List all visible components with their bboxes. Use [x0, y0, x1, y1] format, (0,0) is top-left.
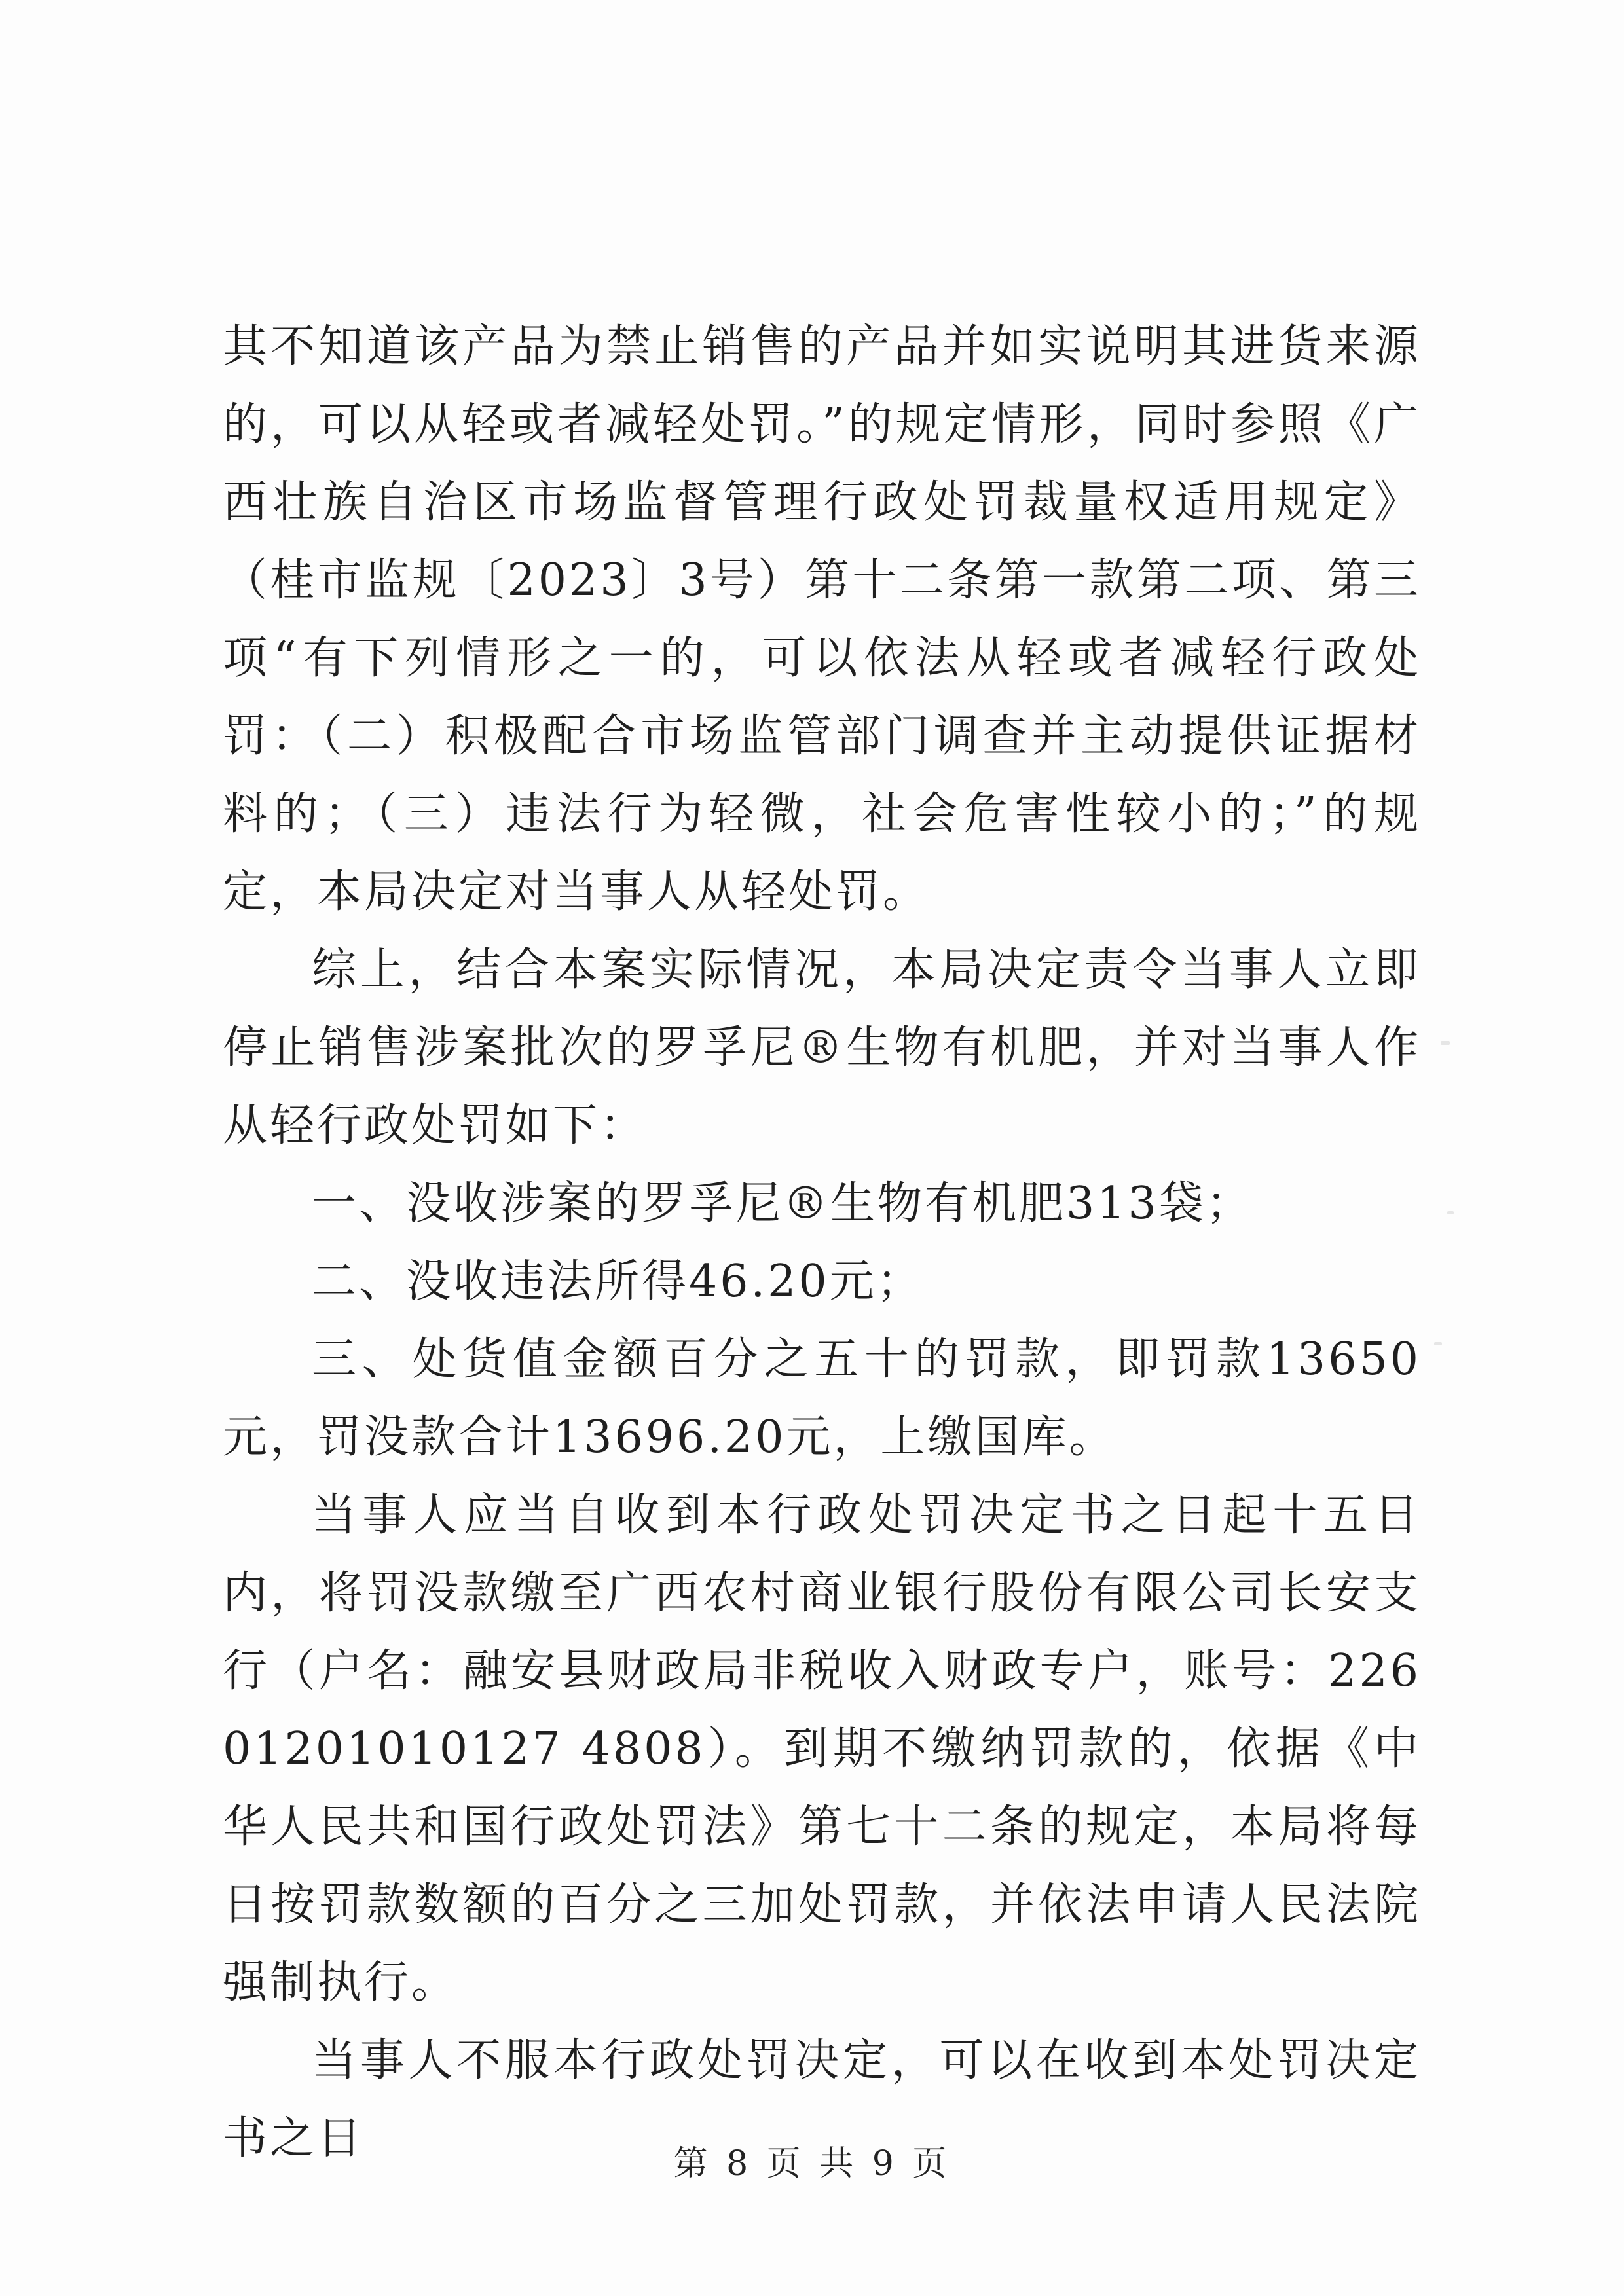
scan-artifact	[1441, 1041, 1450, 1045]
paragraph-appeal: 当事人不服本行政处罚决定，可以在收到本处罚决定书之日	[223, 2035, 1421, 2164]
paragraph-continued: 其不知道该产品为禁止销售的产品并如实说明其进货来源的，可以从轻或者减轻处罚。”的规定情形，同时参照《广西壮族自治区市场监督管理行政处罚裁量权适用规定》（桂市监规〔2023〕3号）第十二条第一款第二项、第三项“有下列情形之一的，可以依法从轻或者减轻行政处罚：（二）积极配合市场监管部门调查并主动提供证据材料的；（三）违法行为轻微，社会危害性较小的；”的规定，本局决定对当事人从轻处罚。	[223, 321, 1421, 918]
document-body	[223, 308, 1421, 2178]
paragraph-summary: 综上，结合本案实际情况，本局决定责令当事人立即停止销售涉案批次的罗孚尼®生物有机肥，并对当事人作从轻行政处罚如下：	[223, 944, 1421, 1152]
scan-artifact	[1447, 1211, 1454, 1214]
scan-artifact	[1434, 1342, 1442, 1345]
penalty-item-2: 二、没收违法所得46.20元；	[312, 1256, 924, 1307]
penalty-item-1: 一、没收涉案的罗孚尼®生物有机肥313袋；	[312, 1178, 1253, 1230]
paragraph-payment: 当事人应当自收到本行政处罚决定书之日起十五日内，将罚没款缴至广西农村商业银行股份有限公司长安支行（户名：融安县财政局非税收入财政专户，账号：22601201010127 4808）。到期不缴纳罚款的，依据《中华人民共和国行政处罚法》第七十二条的规定，本局将每日按罚款数额的百分之三加处罚款，并依法申请人民法院强制执行。	[223, 1489, 1421, 2009]
page-number-footer: 第 8 页 共 9 页	[673, 2144, 951, 2183]
penalty-item-3: 三、处货值金额百分之五十的罚款，即罚款13650元，罚没款合计13696.20元，上缴国库。	[223, 1334, 1421, 1463]
